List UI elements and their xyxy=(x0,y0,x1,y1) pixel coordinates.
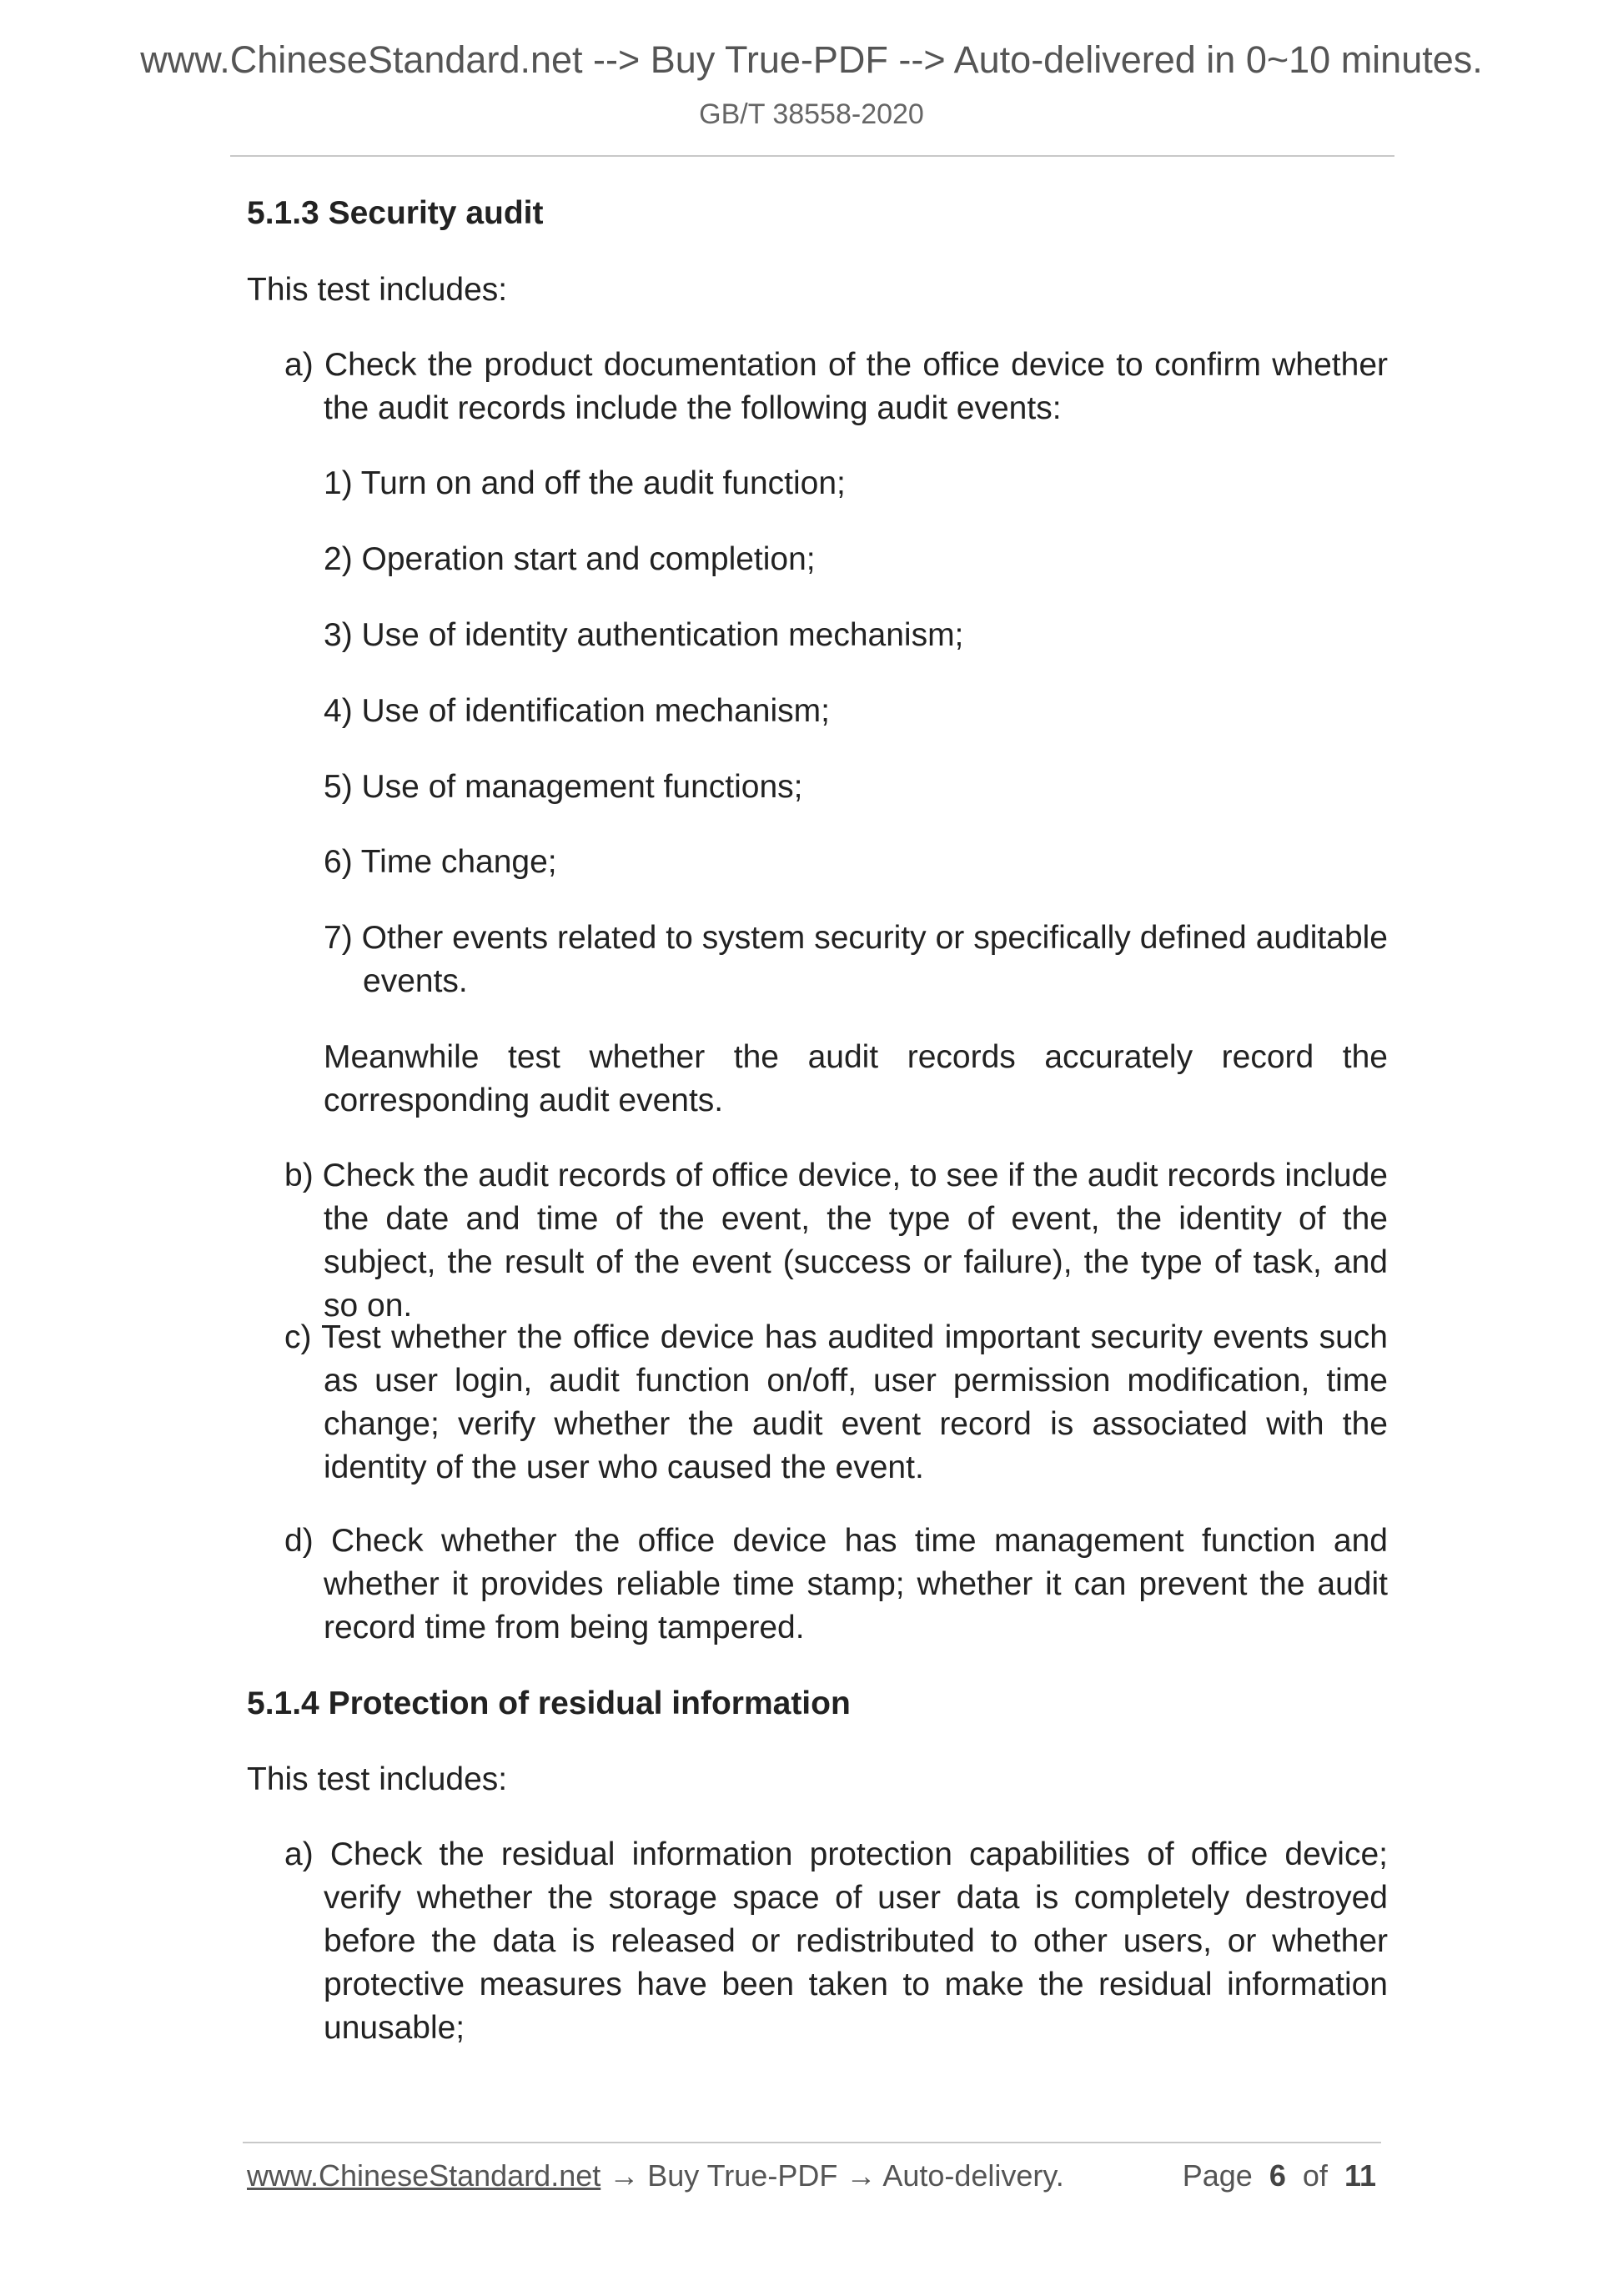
section-heading: 5.1.3 Security audit xyxy=(247,195,544,231)
audit-event-item: 7) Other events related to system security or specifically defined auditable events. xyxy=(324,920,1388,999)
audit-event-item: 5) Use of management functions; xyxy=(324,769,803,805)
audit-event-item: 3) Use of identity authentication mechanism; xyxy=(324,617,964,653)
page-total: 11 xyxy=(1344,2158,1376,2193)
section-intro: This test includes: xyxy=(247,272,508,308)
section-intro: This test includes: xyxy=(247,1761,508,1797)
audit-event-item: 4) Use of identification mechanism; xyxy=(324,693,830,729)
site-banner[interactable]: www.ChineseStandard.net --> Buy True-PDF --> Auto-delivered in 0~10 minutes. xyxy=(140,38,1483,81)
list-item-a: a) Check the residual information protection capabilities of office device; verify whether the storage space of user data is completely destroyed before the data is released or redistributed to other users, or whether protective measures have been taken to make the residual information unusable; xyxy=(284,1836,1388,2046)
footer-tagline: → Buy True-PDF → Auto-delivery. xyxy=(600,2158,1064,2193)
page-current: 6 xyxy=(1269,2158,1286,2193)
footer-divider xyxy=(243,2142,1381,2143)
audit-event-item: 1) Turn on and off the audit function; xyxy=(324,465,846,501)
audit-event-item: 2) Operation start and completion; xyxy=(324,541,816,577)
audit-event-item: 6) Time change; xyxy=(324,844,557,880)
page-indicator xyxy=(1183,2158,1376,2193)
standard-code: GB/T 38558-2020 xyxy=(699,98,924,130)
footer-left xyxy=(247,2158,1064,2193)
section-heading: 5.1.4 Protection of residual information xyxy=(247,1686,851,1721)
header-divider xyxy=(230,155,1394,157)
list-item-b: b) Check the audit records of office device, to see if the audit records include the date and time of the event, the type of event, the identity of the subject, the result of the event (success or failure), the type of task, and so on. xyxy=(284,1158,1388,1324)
page-of-label: of xyxy=(1302,2158,1328,2193)
page-label: Page xyxy=(1182,2158,1253,2193)
list-item-d: d) Check whether the office device has time management function and whether it provides reliable time stamp; whether it can prevent the audit record time from being tampered. xyxy=(284,1523,1388,1645)
list-item-a: a) Check the product documentation of the office device to confirm whether the audit records include the following audit events: xyxy=(284,347,1388,426)
followup-paragraph: Meanwhile test whether the audit records accurately record the corresponding audit events. xyxy=(324,1039,1388,1118)
footer-site-link[interactable]: www.ChineseStandard.net xyxy=(247,2158,601,2193)
list-item-c: c) Test whether the office device has audited important security events such as user login, audit function on/off, user permission modification, time change; verify whether the audit event record is associated with the identity of the user who caused the event. xyxy=(284,1319,1388,1485)
